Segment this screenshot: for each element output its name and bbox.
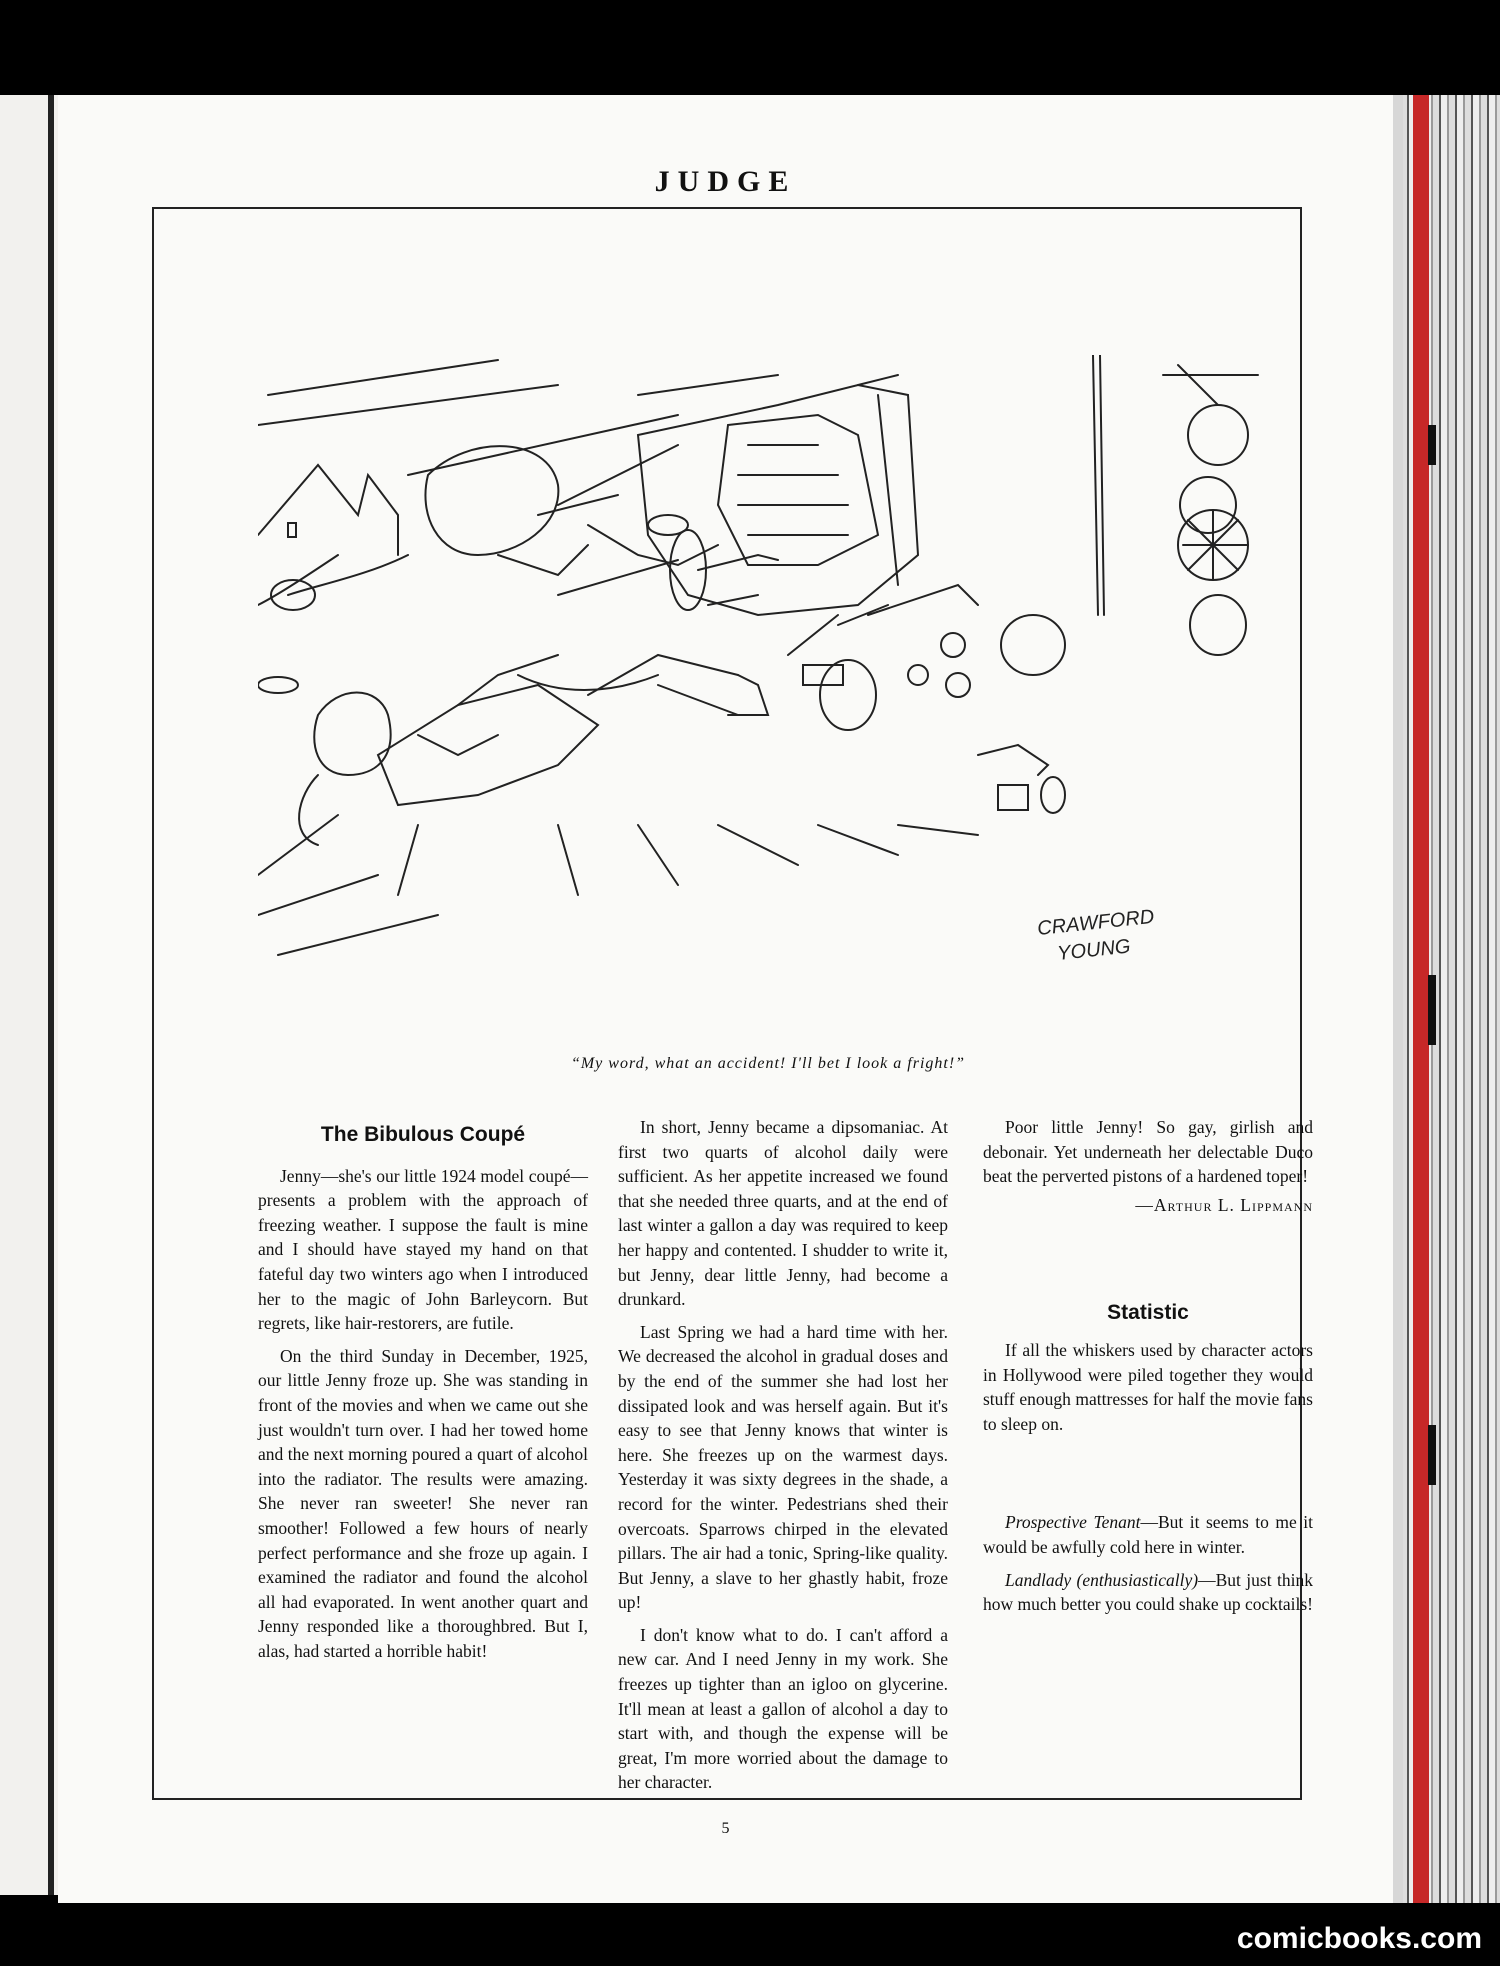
signature-drawing bbox=[1036, 906, 1155, 965]
book-page-edges bbox=[1393, 95, 1500, 1903]
article-title: The Bibulous Coupé bbox=[320, 1123, 526, 1146]
article-column-2 bbox=[618, 1115, 948, 1795]
article-column-3 bbox=[983, 1115, 1313, 1617]
article-paragraph-3: In short, Jenny became a dipsomaniac. At first two quarts of alcohol daily were sufficient. As her appetite increased we found that she needed three quarts, and at the end of last winter a gallon a day was required to keep her happy and contented. I shudder to write it, but Jenny, dear little Jenny, had become a drunkard. bbox=[618, 1117, 948, 1310]
joke-line-2 bbox=[983, 1568, 1313, 1617]
illustration-caption: “My word, what an accident! I'll bet I look a fright!” bbox=[570, 1055, 966, 1072]
woman-figure-drawing bbox=[299, 655, 768, 845]
masthead: JUDGE bbox=[654, 165, 797, 198]
page-edge-stripe bbox=[1393, 95, 1403, 1903]
joke-speaker-2: Landlady (enthusiastically) bbox=[1005, 1569, 1199, 1590]
article-paragraph-6: Poor little Jenny! So gay, girlish and debonair. Yet underneath her delectable Duco beat the perverted pistons of a hardened toper! bbox=[983, 1117, 1313, 1187]
article-column-1 bbox=[258, 1115, 588, 1663]
magazine-page bbox=[58, 95, 1393, 1903]
joke-speaker-1: Prospective Tenant bbox=[1005, 1512, 1141, 1533]
watermark: comicbooks.com bbox=[1236, 1922, 1482, 1955]
statistic-title: Statistic bbox=[1107, 1301, 1189, 1325]
article-paragraph-1: Jenny—she's our little 1924 model coupé—presents a problem with the approach of freezing weather. I suppose the fault is mine and I should have stayed my hand on that fateful day two winters ago when I introduced her to the magic of John Barleycorn. But regrets, like hair-restorers, are futile. bbox=[258, 1165, 588, 1334]
article-paragraph-2: On the third Sunday in December, 1925, our little Jenny froze up. She was standing in front of the movies and when we came out she just wouldn't turn over. I had her towed home and the next morning poured a quart of alcohol into the radiator. The results were amazing. She never ran sweeter! She never ran smoother! Followed a few hours of nearly perfect performance and she froze up again. I examined the radiator and found the alcohol all had evaporated. In went another quart and Jenny responded like a thoroughbred. But I, alas, had started a horrible habit! bbox=[258, 1345, 588, 1661]
tenant-joke bbox=[983, 1510, 1313, 1616]
joke-text-1: —But it seems to me it would be awfully cold here in winter. bbox=[983, 1512, 1313, 1557]
wheels-drawing bbox=[1163, 365, 1258, 655]
house-drawing bbox=[258, 465, 398, 555]
signature-line-2: YOUNG bbox=[1056, 935, 1132, 965]
article-byline: —Arthur L. Lippmann bbox=[1135, 1194, 1313, 1215]
red-book-edge bbox=[1413, 95, 1429, 1903]
left-page-gutter bbox=[48, 95, 54, 1895]
overturned-car-drawing bbox=[638, 355, 1104, 615]
signature-line-1: CRAWFORD bbox=[1036, 905, 1156, 940]
edge-marks bbox=[1428, 95, 1436, 1903]
joke-text-2: —But just think how much better you could shake up cocktails! bbox=[983, 1569, 1313, 1615]
cartoon-illustration bbox=[258, 355, 1318, 1055]
scattered-parts-drawing bbox=[258, 585, 1065, 813]
article-paragraph-4: Last Spring we had a hard time with her. We decreased the alcohol in gradual doses and by the end of the summer she had lost her dissipated look and was herself again. But it's easy to see that Jenny knows that winter is here. She freezes up on the warmest days. Yesterday it was sixty degrees in the shade, a record for the winter. Pedestrians shed their overcoats. Sparrows chirped in the elevated pillars. The air had a tonic, Spring-like quality. But Jenny, a slave to her ghastly habit, froze up! bbox=[618, 1321, 948, 1613]
article-paragraph-5: I don't know what to do. I can't afford a new car. And I need Jenny in my work. She freezes up tighter than an igloo on glycerine. It'll mean at least a gallon of alcohol a day to start with, and though the expense will be great, I'm more worried about the damage to her character. bbox=[618, 1624, 948, 1793]
statistic-text: If all the whiskers used by character actors in Hollywood were piled together they would stuff enough mattresses for half the movie fans to sleep on. bbox=[983, 1339, 1313, 1434]
page-number: 5 bbox=[721, 1820, 730, 1837]
joke-line-1 bbox=[983, 1510, 1313, 1559]
